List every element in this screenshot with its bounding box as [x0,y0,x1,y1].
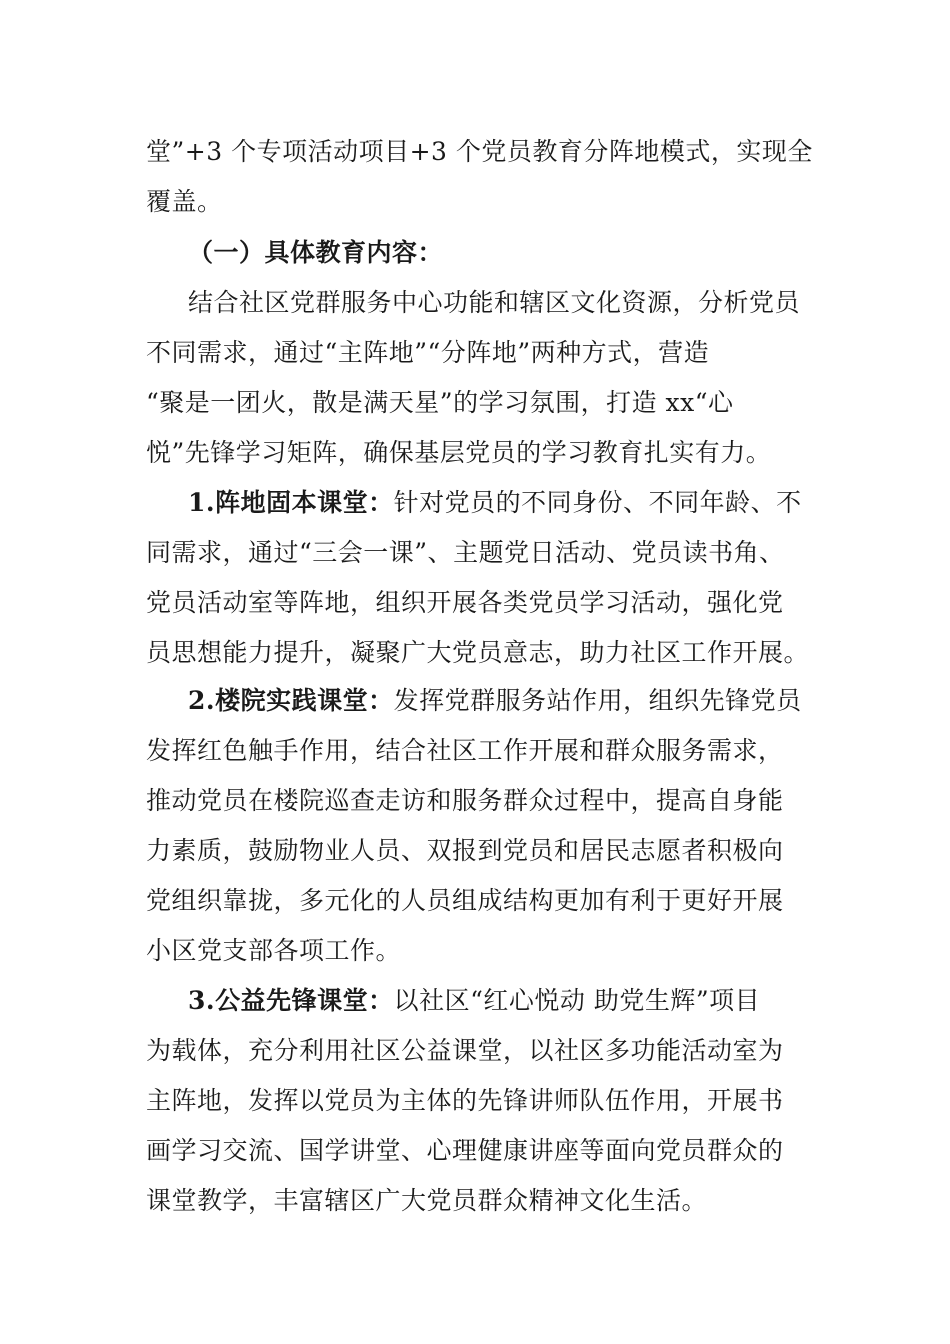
item-line: 小区党支部各项工作。 [146,936,402,965]
section-intro-line: 悦”先锋学习矩阵，确保基层党员的学习教育扎实有力。 [146,438,772,467]
item-text: 以社区“红心悦动 助党生辉”项目 [393,986,761,1015]
item-first-line [188,981,760,1021]
item-line: 党组织靠拢，多元化的人员组成结构更加有利于更好开展 [146,886,784,915]
item-line: 党员活动室等阵地，组织开展各类党员学习活动，强化党 [146,588,784,617]
item-line: 员思想能力提升，凝聚广大党员意志，助力社区工作开展。 [146,638,810,667]
item-first-line [188,681,802,721]
item-line: 发挥红色触手作用，结合社区工作开展和群众服务需求， [146,736,784,765]
intro-line: 堂”+3 个专项活动项目+3 个党员教育分阵地模式，实现全 [146,137,813,166]
item-title: 1.阵地固本课堂： [188,488,394,517]
section-heading: （一）具体教育内容： [188,238,444,267]
section-intro-line: “聚是一团火，散是满天星”的学习氛围，打造 xx“心 [146,388,734,417]
item-text: 针对党员的不同身份、不同年龄、不 [393,488,802,517]
item-line: 力素质，鼓励物业人员、双报到党员和居民志愿者积极向 [146,836,784,865]
item-line: 推动党员在楼院巡查走访和服务群众过程中，提高自身能 [146,786,784,815]
section-intro-line: 结合社区党群服务中心功能和辖区文化资源，分析党员 [188,288,801,317]
intro-line: 覆盖。 [146,187,223,216]
item-first-line [188,483,802,523]
item-line: 课堂教学，丰富辖区广大党员群众精神文化生活。 [146,1186,708,1215]
item-line: 画学习交流、国学讲堂、心理健康讲座等面向党员群众的 [146,1136,784,1165]
item-line: 同需求，通过“三会一课”、主题党日活动、党员读书角、 [146,538,785,567]
item-text: 发挥党群服务站作用，组织先锋党员 [393,686,802,715]
item-line: 主阵地，发挥以党员为主体的先锋讲师队伍作用，开展书 [146,1086,784,1115]
item-title: 3.公益先锋课堂： [188,986,394,1015]
item-line: 为载体，充分利用社区公益课堂，以社区多功能活动室为 [146,1036,784,1065]
section-intro-line: 不同需求，通过“主阵地”“分阵地”两种方式，营造 [146,338,710,367]
item-title: 2.楼院实践课堂： [188,686,394,715]
